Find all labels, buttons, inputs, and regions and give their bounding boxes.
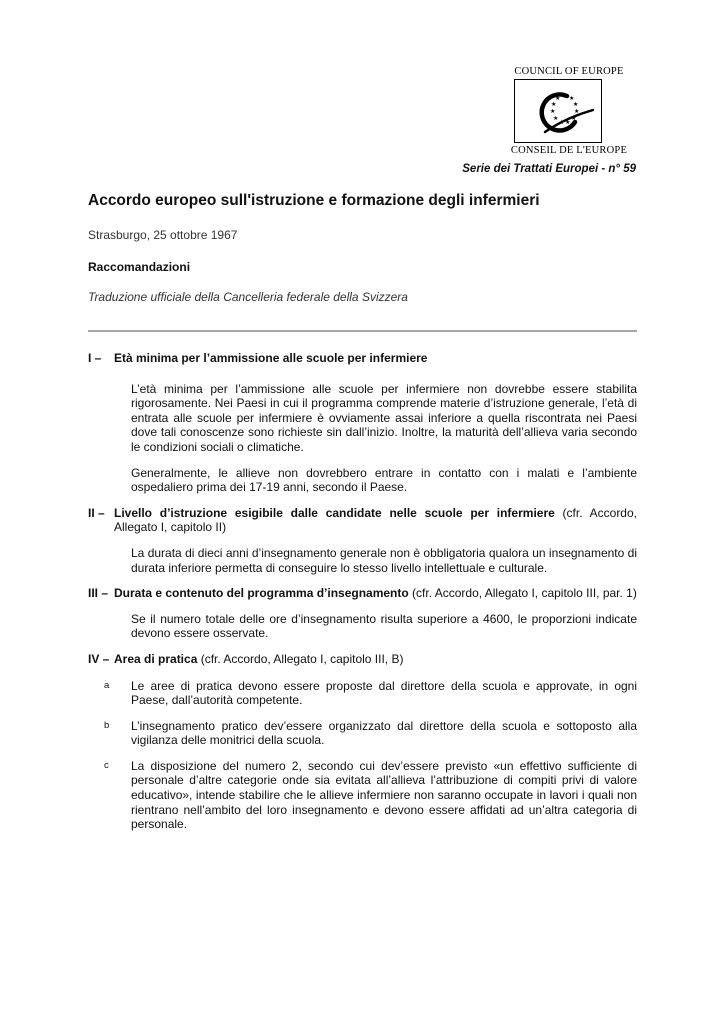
section-number: II – (88, 505, 105, 520)
svg-text:★: ★ (553, 115, 559, 122)
svg-text:★: ★ (559, 119, 565, 126)
svg-text:★: ★ (551, 101, 557, 108)
logo-bottom-text: CONSEIL DE L'EUROPE (510, 145, 628, 156)
section-heading (88, 351, 637, 366)
list-item (88, 759, 637, 832)
item-text: Le aree di pratica devono essere proposte dal direttore della scuola e approvate, in ogni Paese, dall’autorità competente. (131, 678, 637, 708)
section-number: I – (88, 351, 102, 365)
section-reference: (cfr. Accordo, Allegato I, capitolo III, par. 1) (408, 586, 637, 601)
page-title: Accordo europeo sull'istruzione e formazione degli infermieri (88, 192, 540, 209)
section-paragraph: L’età minima per l’ammissione alle scuole per infermiere non dovrebbe essere stabilita rigorosamente. Nei Paesi in cui il programma comprende materie d’istruzione generale, l’età di entrata alle scuole per infermiere è ovviamente assai inferiore a quella riscontrata nei Paesi dove tali conoscenze sono richieste sin dall’inizio. Inoltre, la maturità dell’allieva varia secondo le condizioni sociali o climatiche. (131, 381, 637, 454)
treaty-series: Serie dei Trattati Europei - n° 59 (462, 163, 636, 175)
section-paragraph: La durata di dieci anni d’insegnamento generale non è obbligatoria qualora un insegnamento di durata inferiore permetta di conseguire lo stesso livello intellettuale e culturale. (131, 545, 637, 575)
section-paragraph: Se il numero totale delle ore d’insegnamento risulta superiore a 4600, le proporzioni indicate devono essere osservate. (131, 611, 637, 641)
section-number: III – (88, 586, 109, 601)
logo-top-text: COUNCIL OF EUROPE (514, 66, 624, 77)
section-number: IV – (88, 651, 110, 666)
stars-emblem-icon (515, 80, 601, 142)
document-subtitle: Raccomandazioni (88, 260, 191, 274)
section-paragraph: Generalmente, le allieve non dovrebbero entrare in contatto con i malati e l’ambiente ospedaliero prima dei 17-19 anni, secondo il Paese. (131, 465, 637, 495)
item-text: La disposizione del numero 2, secondo cui dev’essere previsto «un effettivo sufficiente di personale d’altre categorie onde sia evitata all’allieva l’attribuzione di compiti privi di valore educativo», intende stabilire che le allieve infermiere non saranno occupate in lavori i quali non rientrano nell’ambito del loro insegnamento e devono essere affidati ad un’altra categoria di personale. (131, 758, 637, 832)
section-reference: (cfr. Accordo, Allegato I, capitolo III, B) (197, 651, 404, 666)
council-of-europe-logo (508, 66, 630, 156)
svg-text:★: ★ (571, 115, 577, 122)
section-heading (88, 652, 637, 667)
item-letter: a (104, 679, 110, 691)
svg-text:★: ★ (565, 119, 571, 126)
header-divider (88, 330, 637, 332)
place-date: Strasburgo, 25 ottobre 1967 (88, 228, 238, 242)
item-text: L’insegnamento pratico dev’essere organizzato dal direttore della scuola e sottoposto alla vigilanza delle monitrici della scuola. (131, 718, 637, 748)
svg-text:★: ★ (550, 108, 556, 115)
logo-emblem (514, 79, 602, 143)
item-letter: b (104, 719, 110, 731)
svg-text:★: ★ (562, 93, 568, 100)
list-item (88, 719, 637, 748)
section-title: Durata e contenuto del programma d’insegnamento (114, 586, 409, 601)
section-title: Area di pratica (114, 651, 198, 666)
item-letter: c (104, 759, 109, 771)
svg-text:★: ★ (555, 95, 561, 102)
section-title: Livello d’istruzione esigibile dalle candidate nelle scuole per infermiere (114, 505, 555, 520)
svg-text:★: ★ (573, 101, 579, 108)
section-reference: (cfr. Accordo, Allegato I, capitolo II) (114, 505, 637, 535)
list-item (88, 679, 637, 708)
section-title: Età minima per l’ammissione alle scuole per infermiere (114, 351, 428, 365)
svg-text:★: ★ (569, 95, 575, 102)
section-heading (88, 586, 637, 601)
svg-text:★: ★ (574, 108, 580, 115)
translation-note: Traduzione ufficiale della Cancelleria federale della Svizzera (88, 290, 408, 304)
document-body (88, 351, 637, 832)
section-heading (88, 506, 637, 535)
